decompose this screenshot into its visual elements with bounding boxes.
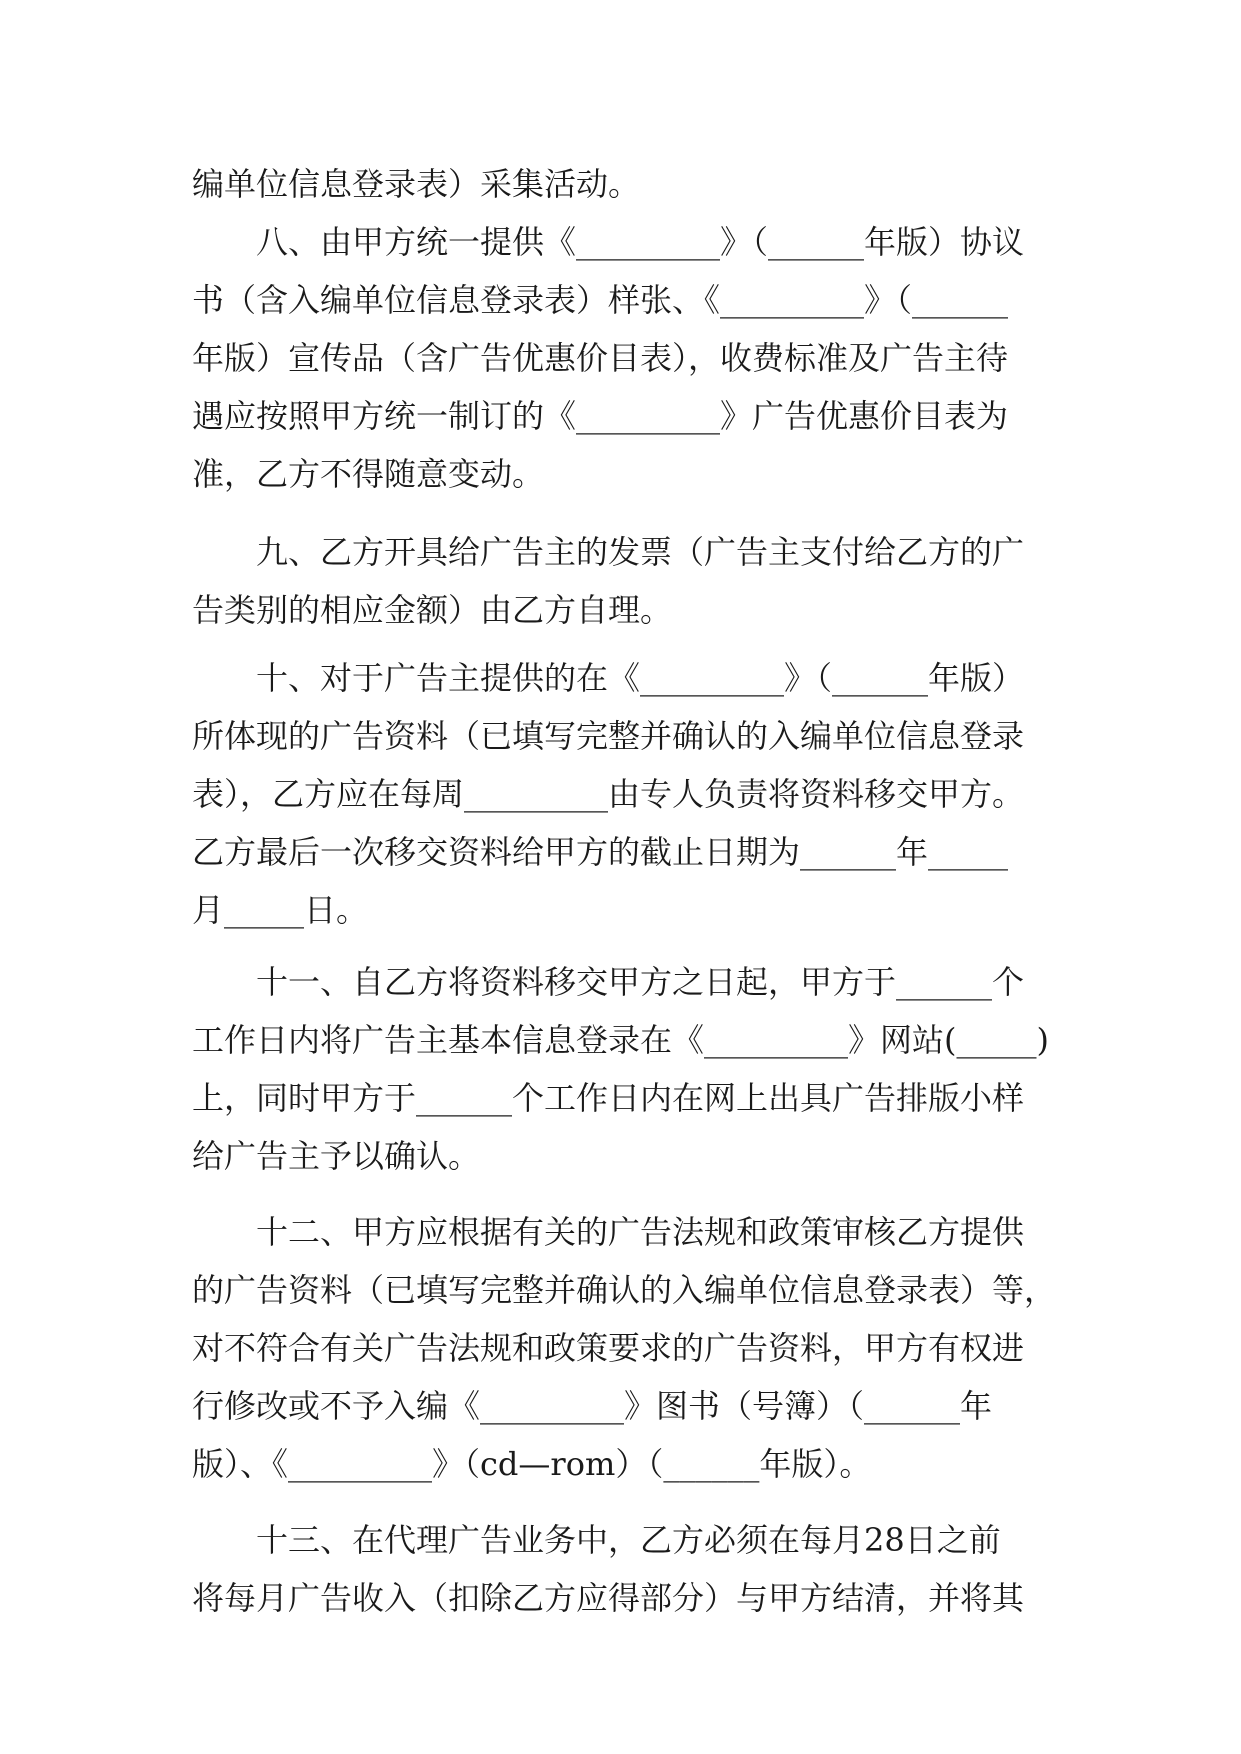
- text-line: 八、由甲方统一提供《_________》（______年版）协议: [192, 223, 1025, 261]
- text-line: 给广告主予以确认。: [192, 1137, 481, 1175]
- text-line: 上，同时甲方于______个工作日内在网上出具广告排版小样: [192, 1079, 1025, 1117]
- text-line: 行修改或不予入编《_________》图书（号簿）（______年: [192, 1387, 993, 1425]
- text-line: 年版）宣传品（含广告优惠价目表），收费标准及广告主待: [192, 339, 1009, 377]
- text-line: 十二、甲方应根据有关的广告法规和政策审核乙方提供: [192, 1213, 1025, 1251]
- text-line: 告类别的相应金额）由乙方自理。: [192, 591, 673, 629]
- text-line: 十一、自乙方将资料移交甲方之日起，甲方于______个: [192, 963, 1025, 1001]
- text-line: 书（含入编单位信息登录表）样张、《_________》（______: [192, 281, 1009, 319]
- text-line: 版）、《_________》（cd—rom）（______年版）。: [192, 1445, 872, 1483]
- text-line: 十、对于广告主提供的在《_________》（______年版）: [192, 659, 1025, 697]
- text-line: 编单位信息登录表）采集活动。: [192, 165, 641, 203]
- text-line: 所体现的广告资料（已填写完整并确认的入编单位信息登录: [192, 717, 1025, 755]
- text-line: 表），乙方应在每周_________由专人负责将资料移交甲方。: [192, 775, 1025, 813]
- text-line: 对不符合有关广告法规和政策要求的广告资料，甲方有权进: [192, 1329, 1025, 1367]
- text-line: 遇应按照甲方统一制订的《_________》广告优惠价目表为: [192, 397, 1009, 435]
- text-line: 将每月广告收入（扣除乙方应得部分）与甲方结清，并将其: [192, 1579, 1025, 1617]
- text-line: 的广告资料（已填写完整并确认的入编单位信息登录表）等，: [192, 1271, 1057, 1309]
- text-line: 乙方最后一次移交资料给甲方的截止日期为______年_____: [192, 833, 1009, 871]
- text-line: 准，乙方不得随意变动。: [192, 455, 545, 493]
- text-line: 十三、在代理广告业务中，乙方必须在每月28日之前: [192, 1521, 1001, 1559]
- text-line: 九、乙方开具给广告主的发票（广告主支付给乙方的广: [192, 533, 1025, 571]
- text-line: 工作日内将广告主基本信息登录在《_________》网站(_____): [192, 1021, 1049, 1059]
- text-line: 月_____日。: [192, 891, 369, 929]
